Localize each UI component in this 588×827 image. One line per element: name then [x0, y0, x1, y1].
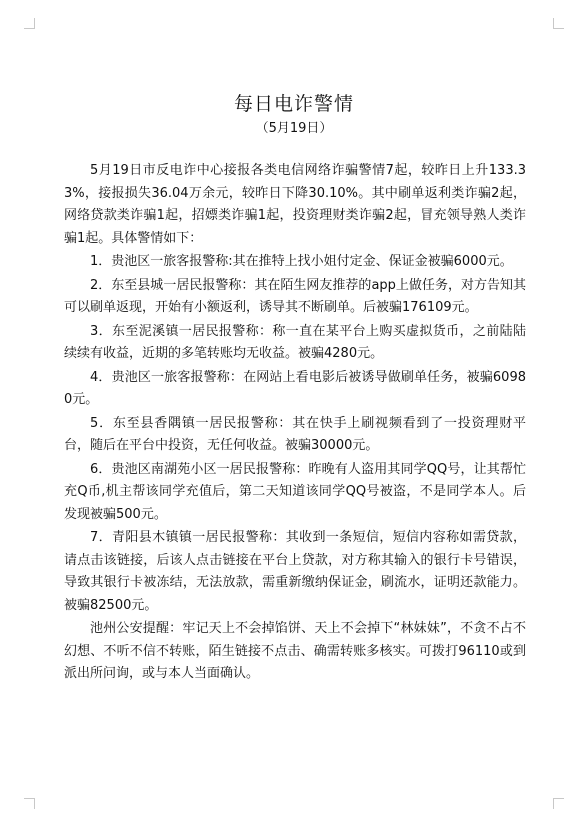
- case-paragraph-6: 6．贵池区南湖苑小区一居民报警称：昨晚有人盗用其同学QQ号，让其帮忙充Q币,机主帮该同学充值后，第二天知道该同学QQ号被盗，不是同学本人。后发现被骗500元。: [64, 461, 526, 522]
- document-body: [64, 160, 526, 687]
- case-paragraph-3: 3．东至泥溪镇一居民报警称：称一直在某平台上购买虚拟货币，之前陆陆续续有收益，近期的多笔转账均无收益。被骗4280元。: [64, 323, 526, 361]
- case-paragraph-1: 1．贵池区一旅客报警称:其在推特上找小姐付定金、保证金被骗6000元。: [90, 254, 513, 269]
- crop-mark-bottom-right: [553, 798, 564, 809]
- summary-paragraph: 5月19日市反电诈中心接报各类电信网络诈骗警情7起，较昨日上升133.33%，接报损失36.04万余元，较昨日下降30.10%。其中刷单返利类诈骗2起，网络贷款类诈骗1起，招嫖类诈骗1起，投资理财类诈骗2起，冒充领导熟人类诈骗1起。具体警情如下：: [64, 163, 526, 246]
- case-paragraph-5: 5．东至县香隅镇一居民报警称：其在快手上刷视频看到了一投资理财平台，随后在平台中投资，无任何收益。被骗30000元。: [64, 415, 526, 453]
- case-paragraph-4: 4．贵池区一旅客报警称：在网站上看电影后被诱导做刷单任务，被骗60980元。: [64, 369, 526, 407]
- crop-mark-top-left: [24, 18, 35, 29]
- police-reminder-paragraph: 池州公安提醒：牢记天上不会掉馅饼、天上不会掉下“林妹妹”，不贪不占不幻想、不听不信不转账，陌生链接不点击、确需转账多核实。可拨打96110或到派出所问询，或与本人当面确认。: [64, 621, 526, 681]
- crop-mark-bottom-left: [24, 798, 35, 809]
- document-date: （5月19日）: [255, 121, 333, 136]
- document-title: 每日电诈警情: [233, 93, 354, 115]
- case-paragraph-7: 7．青阳县木镇镇一居民报警称：其收到一条短信，短信内容称如需贷款，请点击该链接，后该人点击链接在平台上贷款，对方称其输入的银行卡号错误，导致其银行卡被冻结，无法放款，需重新缴纳保证金，刷流水，证明还款能力。被骗82500元。: [64, 530, 526, 613]
- case-paragraph-2: 2．东至县城一居民报警称：其在陌生网友推荐的app上做任务，对方告知其可以刷单返现，开始有小额返利，诱导其不断刷单。后被骗176109元。: [64, 277, 526, 315]
- crop-mark-top-right: [553, 18, 564, 29]
